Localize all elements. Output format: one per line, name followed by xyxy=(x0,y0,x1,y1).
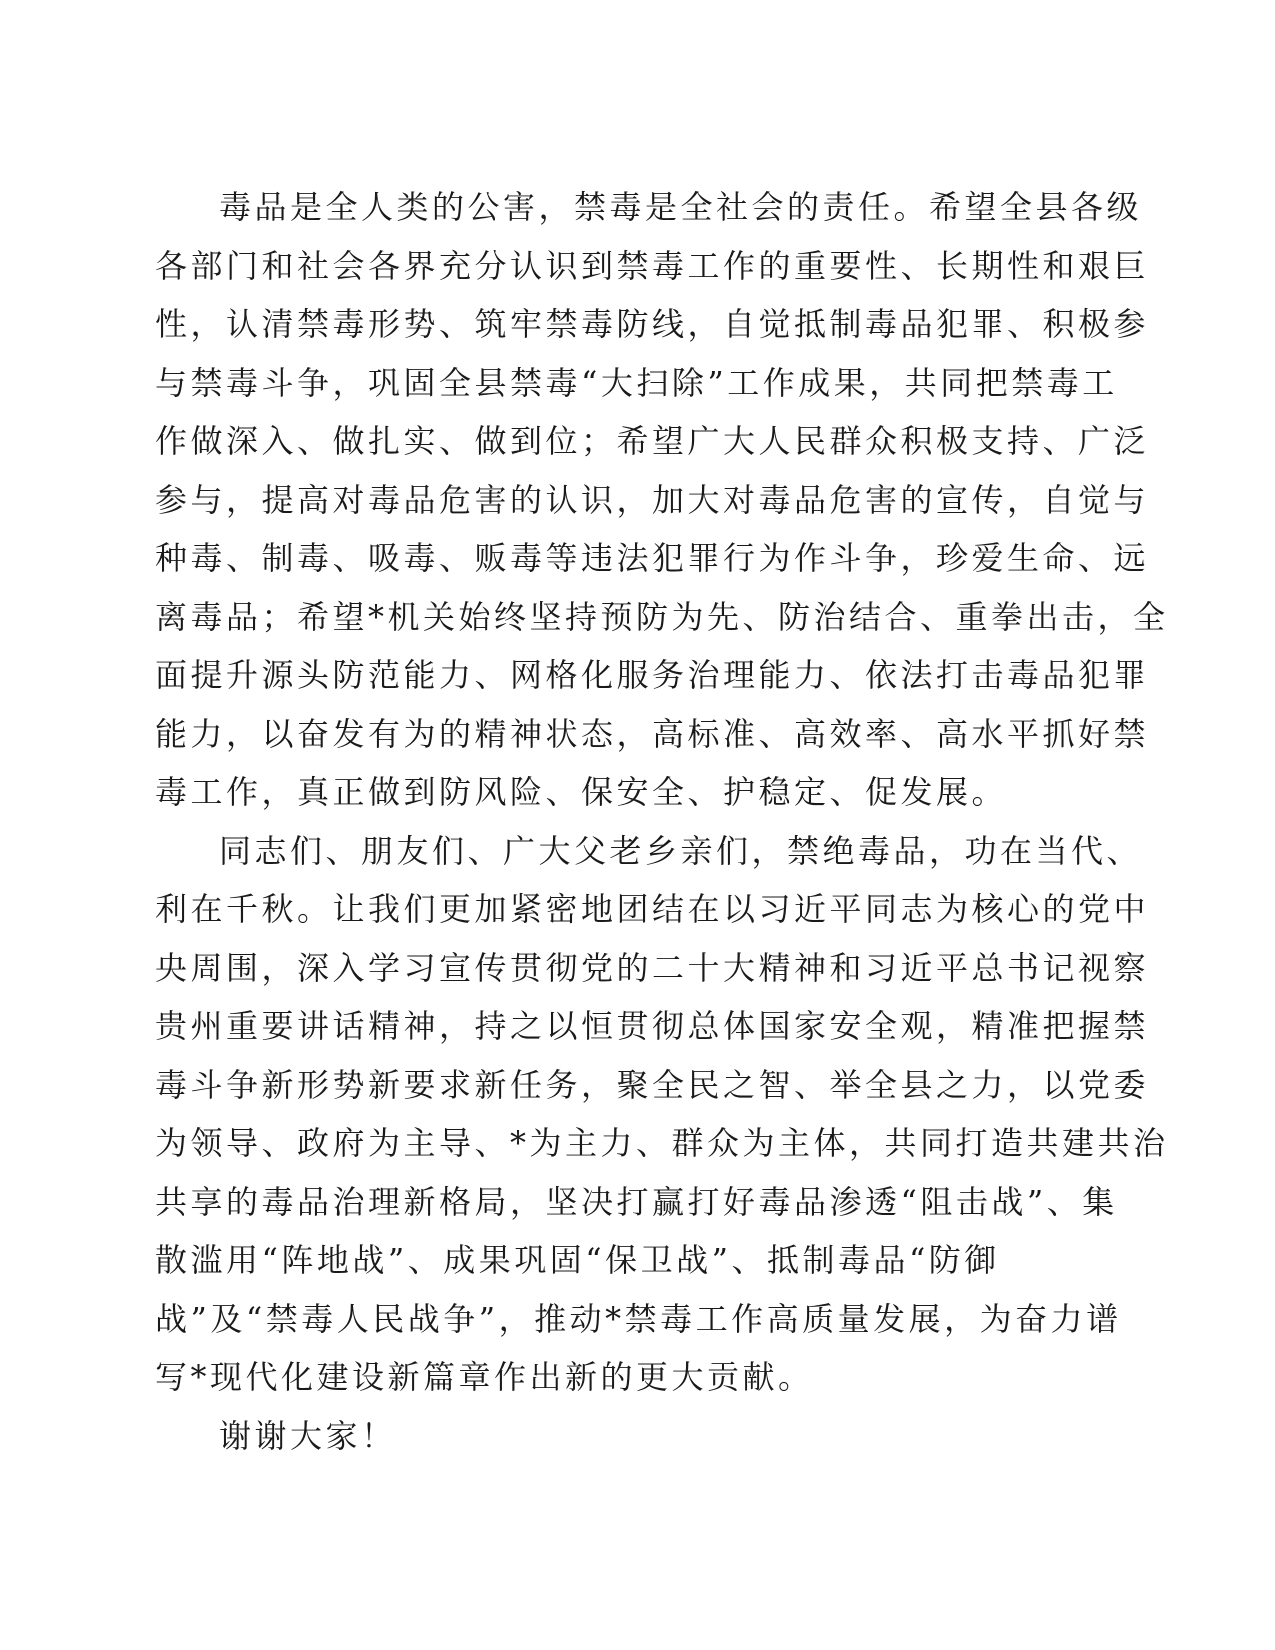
text-line: 种毒、制毒、吸毒、贩毒等违法犯罪行为作斗争，珍爱生命、远 xyxy=(155,539,1150,577)
text-line: 性，认清禁毒形势、筑牢禁毒防线，自觉抵制毒品犯罪、积极参 xyxy=(155,305,1150,343)
text-line: 各部门和社会各界充分认识到禁毒工作的重要性、长期性和艰巨 xyxy=(155,246,1150,285)
text-line: 毒品是全人类的公害，禁毒是全社会的责任。希望全县各级 xyxy=(219,188,1143,226)
text-line: 参与，提高对毒品危害的认识，加大对毒品危害的宣传，自觉与 xyxy=(155,480,1150,519)
paragraph-drug-responsibility xyxy=(155,178,1169,822)
text-line: 离毒品；希望*机关始终坚持预防为先、防治结合、重拳出击，全 xyxy=(155,597,1169,636)
text-line: 与禁毒斗争，巩固全县禁毒“大扫除”工作成果，共同把禁毒工 xyxy=(155,363,1118,402)
paragraph-call-to-action xyxy=(155,822,1169,1407)
text-line: 贵州重要讲话精神，持之以恒贯彻总体国家安全观，精准把握禁 xyxy=(155,1007,1150,1045)
text-line: 毒斗争新形势新要求新任务，聚全民之智、举全县之力，以党委 xyxy=(155,1065,1150,1104)
text-line: 面提升源头防范能力、网格化服务治理能力、依法打击毒品犯罪 xyxy=(155,656,1150,694)
text-line: 央周围，深入学习宣传贯彻党的二十大精神和习近平总书记视察 xyxy=(155,948,1150,987)
paragraph-closing xyxy=(155,1407,1105,1466)
text-line: 共享的毒品治理新格局，坚决打赢打好毒品渗透“阻击战”、集 xyxy=(155,1182,1118,1221)
text-line: 作做深入、做扎实、做到位；希望广大人民群众积极支持、广泛 xyxy=(155,422,1150,460)
text-line: 谢谢大家！ xyxy=(219,1416,397,1455)
text-line: 为领导、政府为主导、*为主力、群众为主体，共同打造共建共治 xyxy=(155,1124,1169,1162)
text-line: 利在千秋。让我们更加紧密地团结在以习近平同志为核心的党中 xyxy=(155,890,1150,928)
text-line: 写*现代化建设新篇章作出新的更大贡献。 xyxy=(155,1358,814,1396)
text-line: 同志们、朋友们、广大父老乡亲们，禁绝毒品，功在当代、 xyxy=(219,831,1143,870)
text-line: 战”及“禁毒人民战争”，推动*禁毒工作高质量发展，为奋力谱 xyxy=(155,1299,1122,1338)
text-line: 能力，以奋发有为的精神状态，高标准、高效率、高水平抓好禁 xyxy=(155,714,1150,753)
text-line: 毒工作，真正做到防风险、保安全、护稳定、促发展。 xyxy=(155,773,1008,811)
document-body xyxy=(155,178,1169,1465)
text-line: 散滥用“阵地战”、成果巩固“保卫战”、抵制毒品“防御 xyxy=(155,1241,1000,1279)
